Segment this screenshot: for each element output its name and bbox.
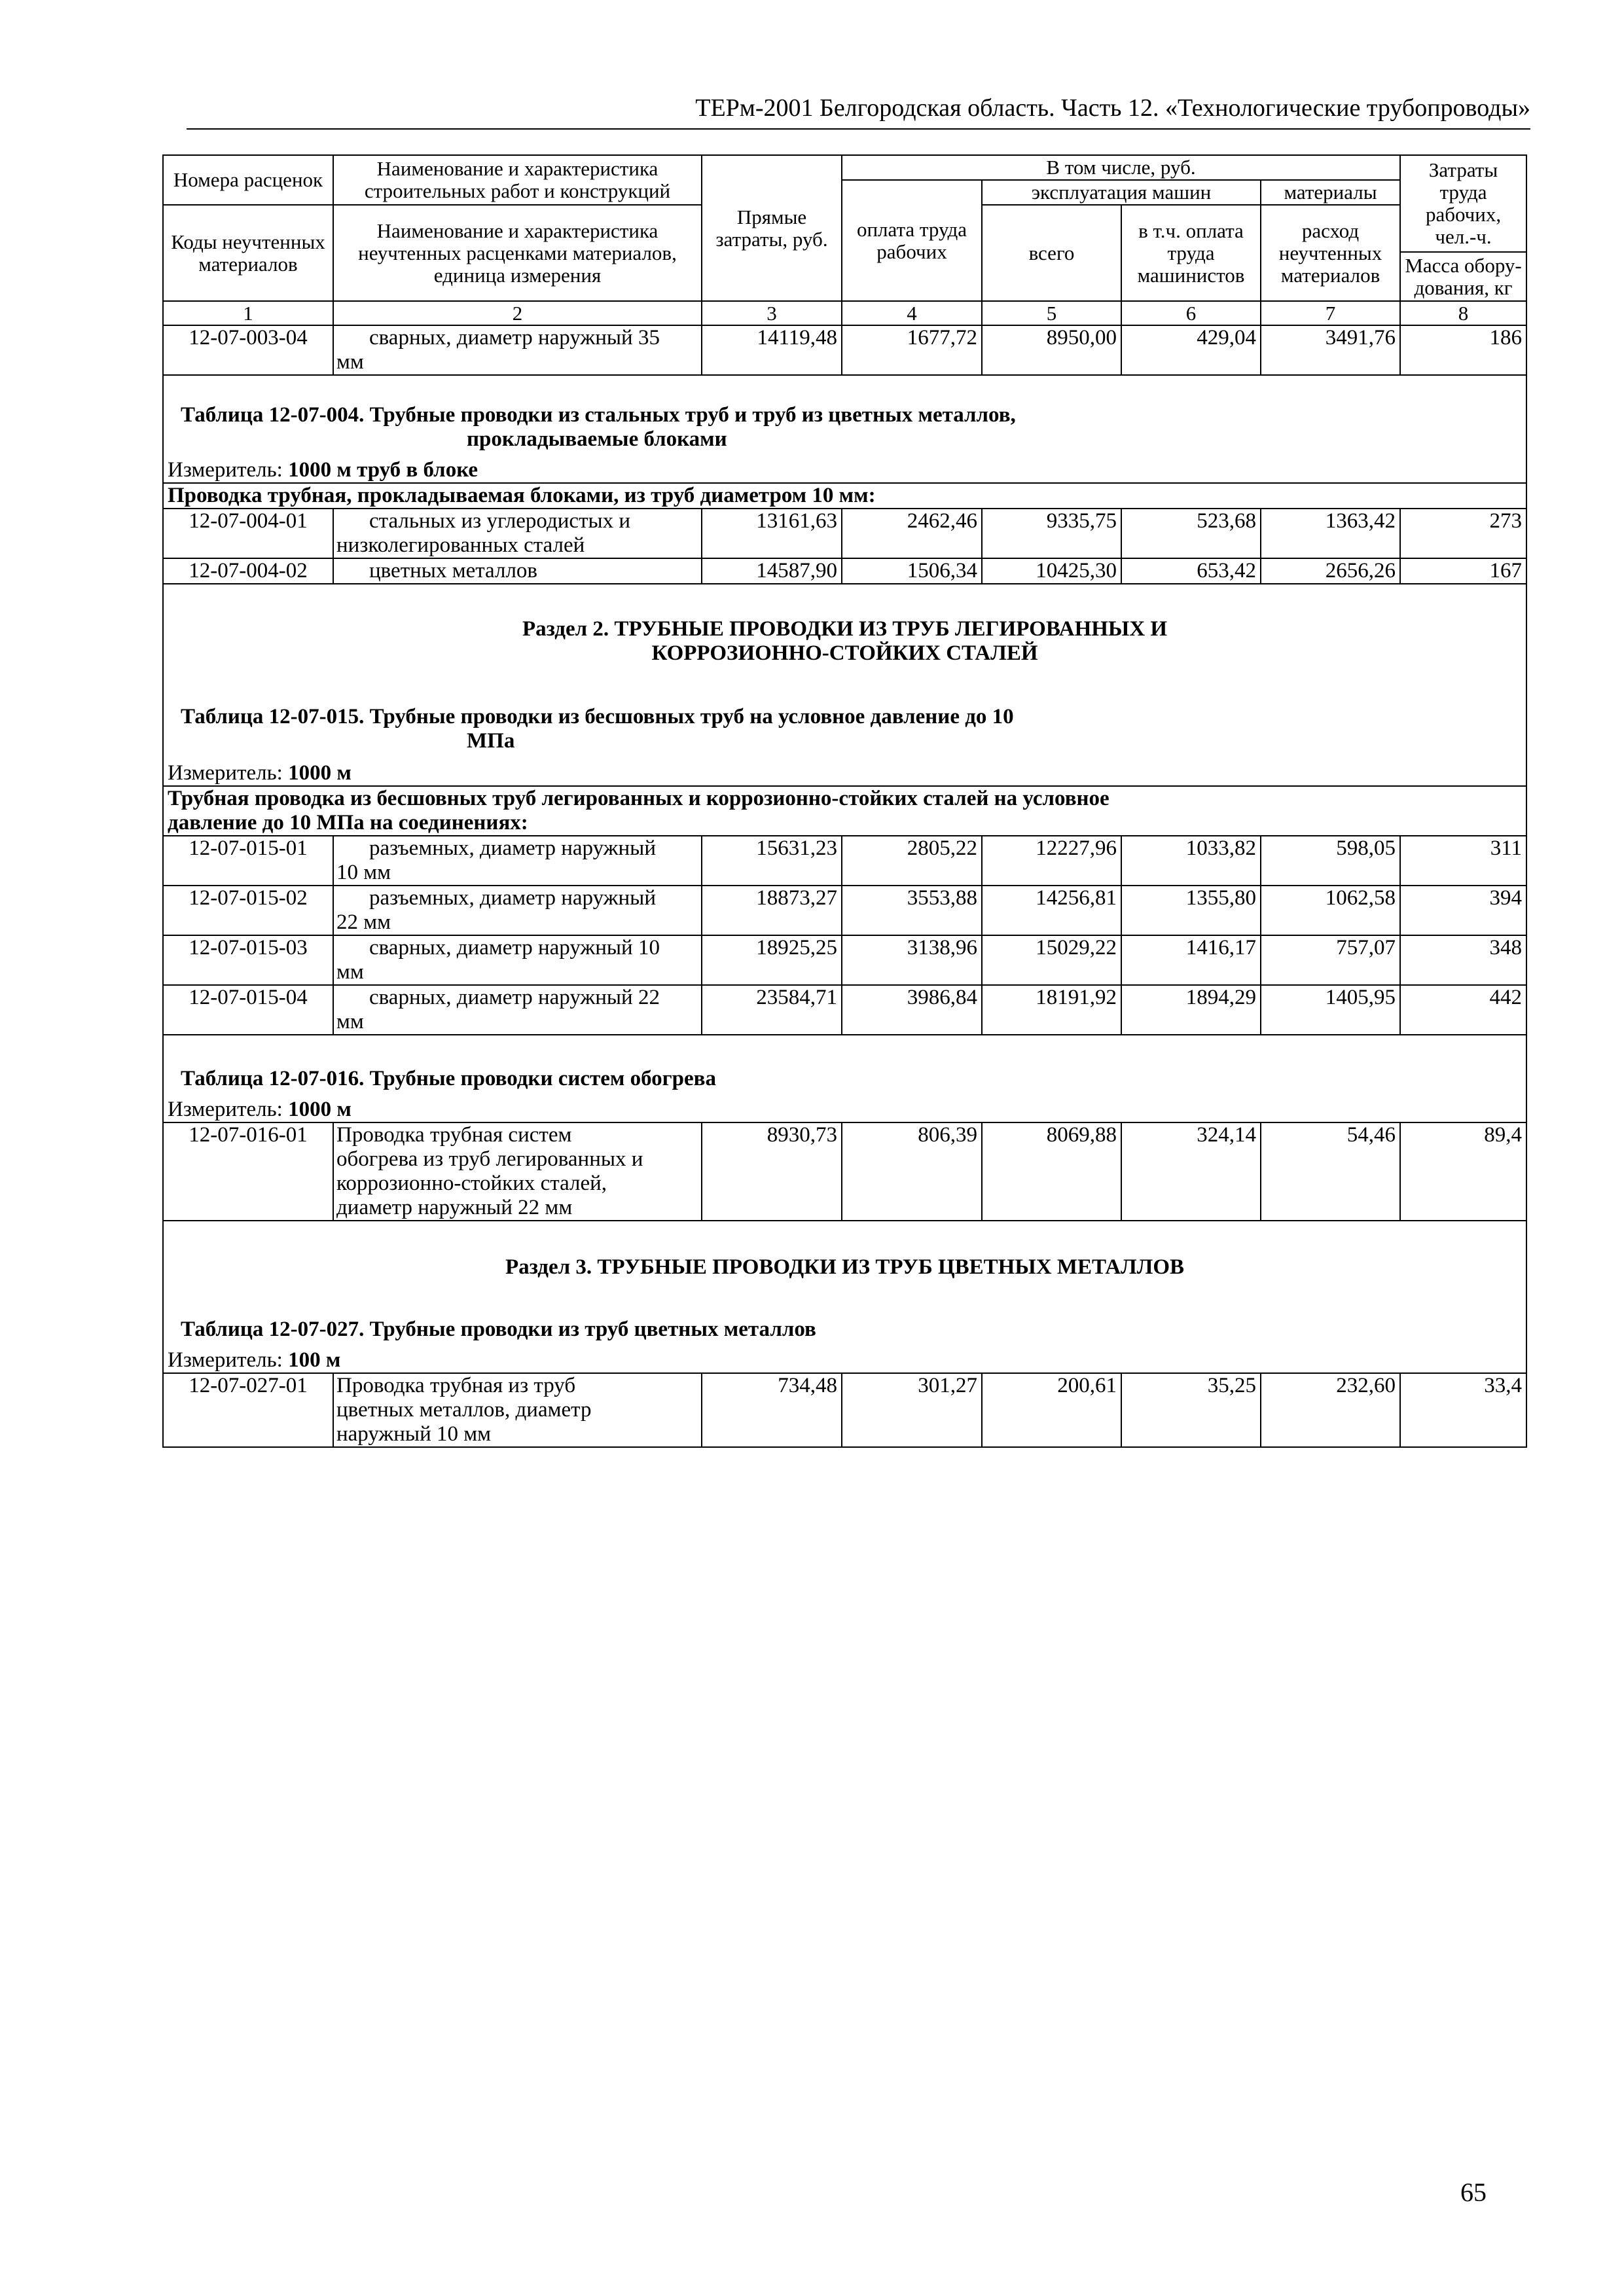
spacer: [163, 666, 1526, 705]
meter-label: Измеритель:: [168, 458, 283, 482]
meter-016: [163, 1091, 1526, 1122]
materials-header: материалы: [1261, 180, 1400, 205]
row-name: [333, 886, 702, 935]
table-title-027: [163, 1318, 1526, 1342]
cell-labor-pay: 3553,88: [842, 886, 982, 935]
row-code: 12-07-015-03: [163, 935, 333, 985]
col7-header: расход неучтенных материалов: [1261, 205, 1400, 301]
cell-labor-pay: 3138,96: [842, 935, 982, 985]
col8-header-bottom: Масса обору-дования, кг: [1400, 252, 1526, 301]
col-number: 8: [1400, 301, 1526, 325]
section-title-2: [163, 617, 1526, 666]
row-name: [333, 1122, 702, 1221]
cell-direct-costs: 734,48: [702, 1373, 842, 1447]
table-title-text: прокладываемые блоками: [467, 427, 727, 451]
spacer: [163, 1035, 1526, 1067]
cell-materials: 1405,95: [1261, 985, 1400, 1035]
cell-direct-costs: 14119,48: [702, 325, 842, 375]
cell-machines-total: 12227,96: [982, 836, 1121, 886]
table-title-016: [163, 1067, 1526, 1091]
section-title-line: Раздел 3. ТРУБНЫЕ ПРОВОДКИ ИЗ ТРУБ ЦВЕТНЫХ МЕТАЛЛОВ: [505, 1255, 1185, 1279]
table-row: [163, 886, 1526, 935]
col-number: 6: [1121, 301, 1261, 325]
row-name-line: мм: [336, 350, 364, 374]
cell-machines-total: 8069,88: [982, 1122, 1121, 1221]
table-title-label: Таблица 12-07-004.: [181, 403, 365, 427]
cell-machines-total: 200,61: [982, 1373, 1121, 1447]
row-name-line: диаметр наружный 22 мм: [336, 1196, 573, 1219]
cell-operators-pay: 653,42: [1121, 558, 1261, 584]
col8-header-top: Затраты труда рабочих, чел.-ч.: [1400, 155, 1526, 252]
row-name-line: мм: [336, 1010, 364, 1033]
cell-labor-hours: 89,4: [1400, 1122, 1526, 1221]
col-number: 3: [702, 301, 842, 325]
table-title-text: Трубные проводки из стальных труб и труб из цветных металлов,: [369, 403, 1016, 427]
row-name-line: коррозионно-стойких сталей,: [336, 1172, 607, 1195]
table-row: [163, 836, 1526, 886]
table-row: [163, 325, 1526, 375]
row-name-line: 22 мм: [336, 910, 391, 934]
table-title-text: МПа: [467, 729, 515, 753]
cell-direct-costs: 15631,23: [702, 836, 842, 886]
row-code: 12-07-016-01: [163, 1122, 333, 1221]
row-name-line: сварных, диаметр наружный 22: [369, 986, 660, 1009]
cell-operators-pay: 429,04: [1121, 325, 1261, 375]
meter-label: Измеритель:: [168, 1098, 283, 1121]
cell-labor-hours: 394: [1400, 886, 1526, 935]
cell-labor-pay: 3986,84: [842, 985, 982, 1035]
spacer: [163, 1280, 1526, 1318]
row-name-line: Проводка трубная из труб: [336, 1374, 576, 1397]
cell-direct-costs: 8930,73: [702, 1122, 842, 1221]
group-title: [163, 786, 1526, 836]
table-title-label: Таблица 12-07-015.: [181, 705, 365, 728]
spacer: [163, 584, 1526, 617]
group-title: Проводка трубная, прокладываемая блоками, из труб диаметром 10 мм:: [163, 483, 1526, 509]
cell-machines-total: 14256,81: [982, 886, 1121, 935]
cell-materials: 2656,26: [1261, 558, 1400, 584]
section-title-line: Раздел 2. ТРУБНЫЕ ПРОВОДКИ ИЗ ТРУБ ЛЕГИРОВАННЫХ И: [522, 617, 1168, 641]
cell-direct-costs: 23584,71: [702, 985, 842, 1035]
cell-operators-pay: 35,25: [1121, 1373, 1261, 1447]
cell-labor-pay: 1506,34: [842, 558, 982, 584]
col-number: 4: [842, 301, 982, 325]
table-row: [163, 935, 1526, 985]
cell-operators-pay: 523,68: [1121, 509, 1261, 558]
cell-direct-costs: 14587,90: [702, 558, 842, 584]
cell-labor-pay: 301,27: [842, 1373, 982, 1447]
cell-labor-hours: 186: [1400, 325, 1526, 375]
cell-machines-total: 8950,00: [982, 325, 1121, 375]
row-name: [333, 325, 702, 375]
cell-labor-pay: 2462,46: [842, 509, 982, 558]
cell-materials: 3491,76: [1261, 325, 1400, 375]
running-header: ТЕРм-2001 Белгородская область. Часть 12. «Технологические трубопроводы»: [187, 92, 1530, 130]
row-name-line: Проводка трубная систем: [336, 1123, 572, 1147]
cell-operators-pay: 1416,17: [1121, 935, 1261, 985]
cell-operators-pay: 1355,80: [1121, 886, 1261, 935]
cell-machines-total: 18191,92: [982, 985, 1121, 1035]
cell-materials: 598,05: [1261, 836, 1400, 886]
meter-015: [163, 753, 1526, 786]
col-number: 5: [982, 301, 1121, 325]
col-number: 7: [1261, 301, 1400, 325]
table-row: [163, 558, 1526, 584]
row-name: [333, 836, 702, 886]
cell-machines-total: 9335,75: [982, 509, 1121, 558]
col2-header-bottom: Наименование и характеристика неучтенных расценками материалов, единица измерения: [333, 205, 702, 301]
row-code: 12-07-003-04: [163, 325, 333, 375]
cell-materials: 1062,58: [1261, 886, 1400, 935]
table-title-text: Трубные проводки из бесшовных труб на условное давление до 10: [369, 705, 1014, 728]
row-name-line: сварных, диаметр наружный 35: [369, 326, 660, 350]
table-row: [163, 509, 1526, 558]
cell-direct-costs: 18873,27: [702, 886, 842, 935]
cell-materials: 1363,42: [1261, 509, 1400, 558]
row-name: [333, 985, 702, 1035]
col-number: 2: [333, 301, 702, 325]
col1-header-bottom: Коды неучтенных материалов: [163, 205, 333, 301]
cell-labor-pay: 1677,72: [842, 325, 982, 375]
table-row: [163, 1122, 1526, 1221]
meter-label: Измеритель:: [168, 1348, 283, 1372]
cell-labor-hours: 348: [1400, 935, 1526, 985]
col6-header: в т.ч. оплата труда машинистов: [1121, 205, 1261, 301]
row-name-line: наружный 10 мм: [336, 1422, 491, 1446]
cell-materials: 54,46: [1261, 1122, 1400, 1221]
spacer: [163, 1221, 1526, 1255]
cell-labor-pay: 2805,22: [842, 836, 982, 886]
section-title-line: КОРРОЗИОННО-СТОЙКИХ СТАЛЕЙ: [651, 641, 1038, 665]
cell-direct-costs: 18925,25: [702, 935, 842, 985]
row-name-line: низколегированных сталей: [336, 533, 585, 557]
row-code: 12-07-015-01: [163, 836, 333, 886]
table-row: [163, 985, 1526, 1035]
meter-004: [163, 452, 1526, 483]
row-name: [333, 1373, 702, 1447]
cell-machines-total: 15029,22: [982, 935, 1121, 985]
cell-labor-hours: 442: [1400, 985, 1526, 1035]
cell-labor-hours: 167: [1400, 558, 1526, 584]
meter-value: 1000 м: [288, 761, 352, 785]
price-table: [162, 154, 1527, 1448]
meter-value: 1000 м: [288, 1098, 352, 1121]
table-title-text: Трубные проводки систем обогрева: [369, 1067, 716, 1090]
row-name: [333, 509, 702, 558]
meter-label: Измеритель:: [168, 761, 283, 785]
cell-labor-hours: 273: [1400, 509, 1526, 558]
machines-header: эксплуатация машин: [982, 180, 1261, 205]
cell-operators-pay: 1894,29: [1121, 985, 1261, 1035]
incl-header: В том числе, руб.: [842, 155, 1400, 180]
table-title-label: Таблица 12-07-016.: [181, 1067, 365, 1090]
cell-labor-hours: 33,4: [1400, 1373, 1526, 1447]
col2-header-top: Наименование и характеристика строительных работ и конструкций: [333, 155, 702, 205]
row-name-line: стальных из углеродистых и: [369, 509, 631, 533]
meter-027: [163, 1342, 1526, 1373]
col-number: 1: [163, 301, 333, 325]
cell-labor-pay: 806,39: [842, 1122, 982, 1221]
table-title-015: [163, 705, 1526, 753]
page-number: 65: [1460, 2178, 1487, 2207]
cell-direct-costs: 13161,63: [702, 509, 842, 558]
row-code: 12-07-004-02: [163, 558, 333, 584]
row-code: 12-07-004-01: [163, 509, 333, 558]
table-title-004: [163, 403, 1526, 452]
row-name: [333, 558, 702, 584]
section-title-3: [163, 1255, 1526, 1280]
cell-materials: 757,07: [1261, 935, 1400, 985]
meter-value: 100 м: [288, 1348, 341, 1372]
table-title-label: Таблица 12-07-027.: [181, 1318, 365, 1341]
row-name-line: разъемных, диаметр наружный: [369, 886, 656, 910]
table-title-text: Трубные проводки из труб цветных металлов: [369, 1318, 816, 1341]
row-name-line: мм: [336, 960, 364, 984]
row-name-line: 10 мм: [336, 861, 391, 884]
col4-header: оплата труда рабочих: [842, 180, 982, 301]
row-name-line: цветных металлов: [369, 559, 538, 583]
cell-materials: 232,60: [1261, 1373, 1400, 1447]
row-code: 12-07-027-01: [163, 1373, 333, 1447]
cell-labor-hours: 311: [1400, 836, 1526, 886]
cell-machines-total: 10425,30: [982, 558, 1121, 584]
group-title-line: Трубная проводка из бесшовных труб легированных и коррозионно-стойких сталей на условное: [168, 787, 1110, 810]
row-name-line: разъемных, диаметр наружный: [369, 836, 656, 860]
row-code: 12-07-015-02: [163, 886, 333, 935]
cell-operators-pay: 1033,82: [1121, 836, 1261, 886]
table-row: [163, 1373, 1526, 1447]
row-name: [333, 935, 702, 985]
group-title-line: давление до 10 МПа на соединениях:: [168, 811, 528, 834]
spacer: [163, 375, 1526, 403]
col1-header-top: Номера расценок: [163, 155, 333, 205]
row-name-line: обогрева из труб легированных и: [336, 1147, 643, 1171]
cell-operators-pay: 324,14: [1121, 1122, 1261, 1221]
row-name-line: сварных, диаметр наружный 10: [369, 936, 660, 960]
col5-header: всего: [982, 205, 1121, 301]
col3-header: Прямые затраты, руб.: [702, 155, 842, 301]
meter-value: 1000 м труб в блоке: [288, 458, 478, 482]
row-name-line: цветных металлов, диаметр: [336, 1398, 592, 1422]
row-code: 12-07-015-04: [163, 985, 333, 1035]
